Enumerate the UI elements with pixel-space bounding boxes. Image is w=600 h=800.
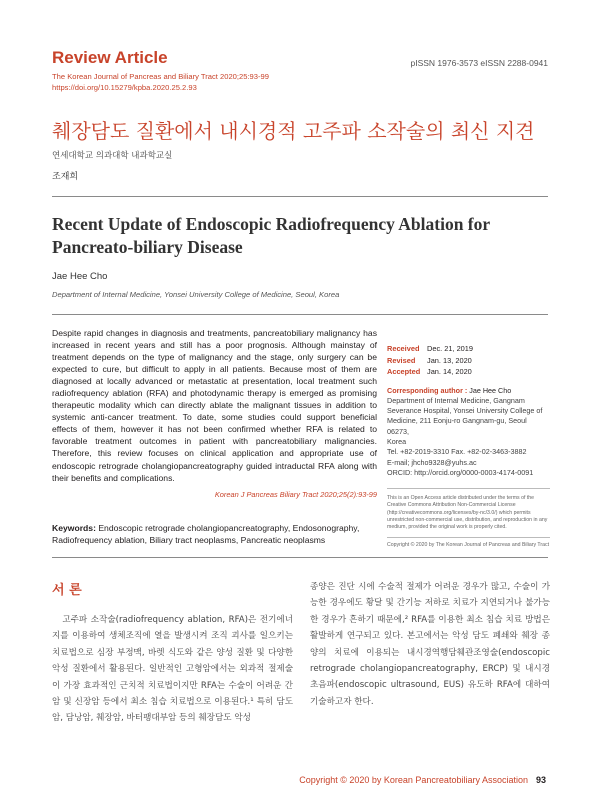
korean-affiliation: 연세대학교 의과대학 내과학교실 [52,151,173,161]
english-title: Recent Update of Endoscopic Radiofrequency Ablation for Pancreato-biliary Disease [52,214,490,257]
date-label: Accepted [387,367,421,376]
divider [387,537,550,538]
corr-orcid[interactable]: ORCID: http://orcid.org/0000-0003-4174-0091 [387,467,534,477]
divider [52,314,548,315]
corr-name: Jae Hee Cho [469,385,512,395]
date-label: Received [387,344,420,353]
issn: pISSN 1976-3573 eISSN 2288-0941 [410,58,548,68]
corr-heading [387,386,550,396]
date-value: Dec. 21, 2019 [427,344,474,353]
corr-line: Department of Internal Medicine, Gangnam [387,395,525,405]
footer-copyright: Copyright © 2020 by Korean Pancreatobiliary Association [299,775,528,785]
page-footer [299,775,546,785]
date-value: Jan. 14, 2020 [427,367,472,376]
article-sidebar [387,343,550,548]
correspondence [387,386,550,479]
keywords-label: Keywords: [52,523,96,533]
page-number: 93 [535,775,546,785]
english-author: Jae Hee Cho [52,271,108,282]
body-column-left: 고주파 소작술(radiofrequency ablation, RFA)은 전기에너지를 이용하여 생체조직에 열을 발생시켜 조직 괴사를 일으키는 치료법으로 심장 부정맥, 바렛 식도와 같은 양성 질환 및 다양한 악성 질환에서 활용된다. 일반적인 고형암에서는 외과적 절제술이 가장 효과적인 근치적 치료법이지만 RFA는 수술이 어려운 간암 및 신장암 등에서 최소 침습 치료법으로 이용된다.¹ 특히 담도암, 담낭암, 췌장암, 바터팽대부암 등의 췌장담도 악성 [52,615,293,724]
date-label: Revised [387,355,416,365]
doi-link[interactable]: https://doi.org/10.15279/kpba.2020.25.2.93 [52,83,197,92]
corr-email[interactable]: E-mail; jhcho9328@yuhs.ac [387,457,477,467]
korean-author: 조재희 [52,172,79,182]
article-type: Review Article [52,48,168,67]
divider [52,196,548,197]
keywords-text: Endoscopic retrograde cholangiopancreatography, Endosonography, Radiofrequency ablation, Biliary tract neoplasms, Pancreatic neoplasms [52,523,360,545]
corr-line: Medicine, 211 Eonju-ro Gangnam-gu, Seoul 06273, [387,416,527,436]
date-value: Jan. 13, 2020 [427,355,472,365]
corr-line: Severance Hospital, Yonsei University College of [387,406,543,416]
corr-line: Tel. +82-2019-3310 Fax. +82-02-3463-3882 [387,447,527,457]
date-row [387,343,550,355]
journal-info [52,71,269,93]
journal-copyright: Copyright © 2020 by The Korean Journal of Pancreas and Biliary Tract [387,542,550,549]
date-row [387,366,550,378]
body-column-right: 종양은 진단 시에 수술적 절제가 어려운 경우가 많고, 수술이 가능한 경우에도 황달 및 간기능 저하로 치료가 지연되거나 불가능한 경우가 흔하기 때문에,² RFA를 이용한 최소 침습 치료 방법은 활발하게 연구되고 있다. 본고에서는 악성 담도 폐쇄와 췌장 종양의 치료에 이용되는 내시경역행담췌관조영술(endoscopic retrograde cholangiopancreatography, ERCP) 및 내시경 초음파(endoscopic ultrasound, EUS) 유도하 RFA에 대하여 기술하고자 한다. [310,582,550,707]
english-affiliation: Department of Internal Medicine, Yonsei University College of Medicine, Seoul, Korea [52,290,340,299]
divider [52,557,548,558]
korean-title: 췌장담도 질환에서 내시경적 고주파 소작술의 최신 지견 [52,119,535,143]
abstract: Despite rapid changes in diagnosis and treatments, pancreatobiliary malignancy has increased in recent years and still has a poor prognosis. Although mainstay of treatment depends on the type of malignancy and the stage, only surgery can be expected to cure, but difficult to apply in all patients. Because most of them are diagnosed at locally advanced or metastatic at presentation, local treatment such radiofrequency ablation (RFA) and photodynamic therapy is emerged as promising therapeutic modality which can directly ablate the malignant tissues in addition to systemic anti-cancer treatment. To date, some studies could support beneficial effects of them, however it has not been confirmed whether RFA is related to favorable treatment outcomes in patient with pancreatobiliary malignancies. Therefore, this review focuses on clinical application and appropriate use of endoscopic retrograde cholangiopancreatography guided intraductal RFA along with their benefits and complications. [52,328,377,483]
divider [387,488,550,489]
keywords [52,522,377,546]
section-heading: 서 론 [52,583,82,598]
journal-line: The Korean Journal of Pancreas and Biliary Tract 2020;25:93-99 [52,72,269,81]
citation: Korean J Pancreas Biliary Tract 2020;25(2):93-99 [214,490,377,499]
dates [387,343,550,378]
date-row [387,355,550,367]
corr-line: Korea [387,436,407,446]
open-access-notice: This is an Open Access article distributed under the terms of the Creative Commons Attribution Non-Commercial License (http://creativecommons.org/licenses/by-nc/3.0/) which permits unrestricted non-commercial use, distribution, and reproduction in any medium, provided the original work is properly cited. [387,495,548,530]
corr-label: Corresponding author : [387,385,468,395]
